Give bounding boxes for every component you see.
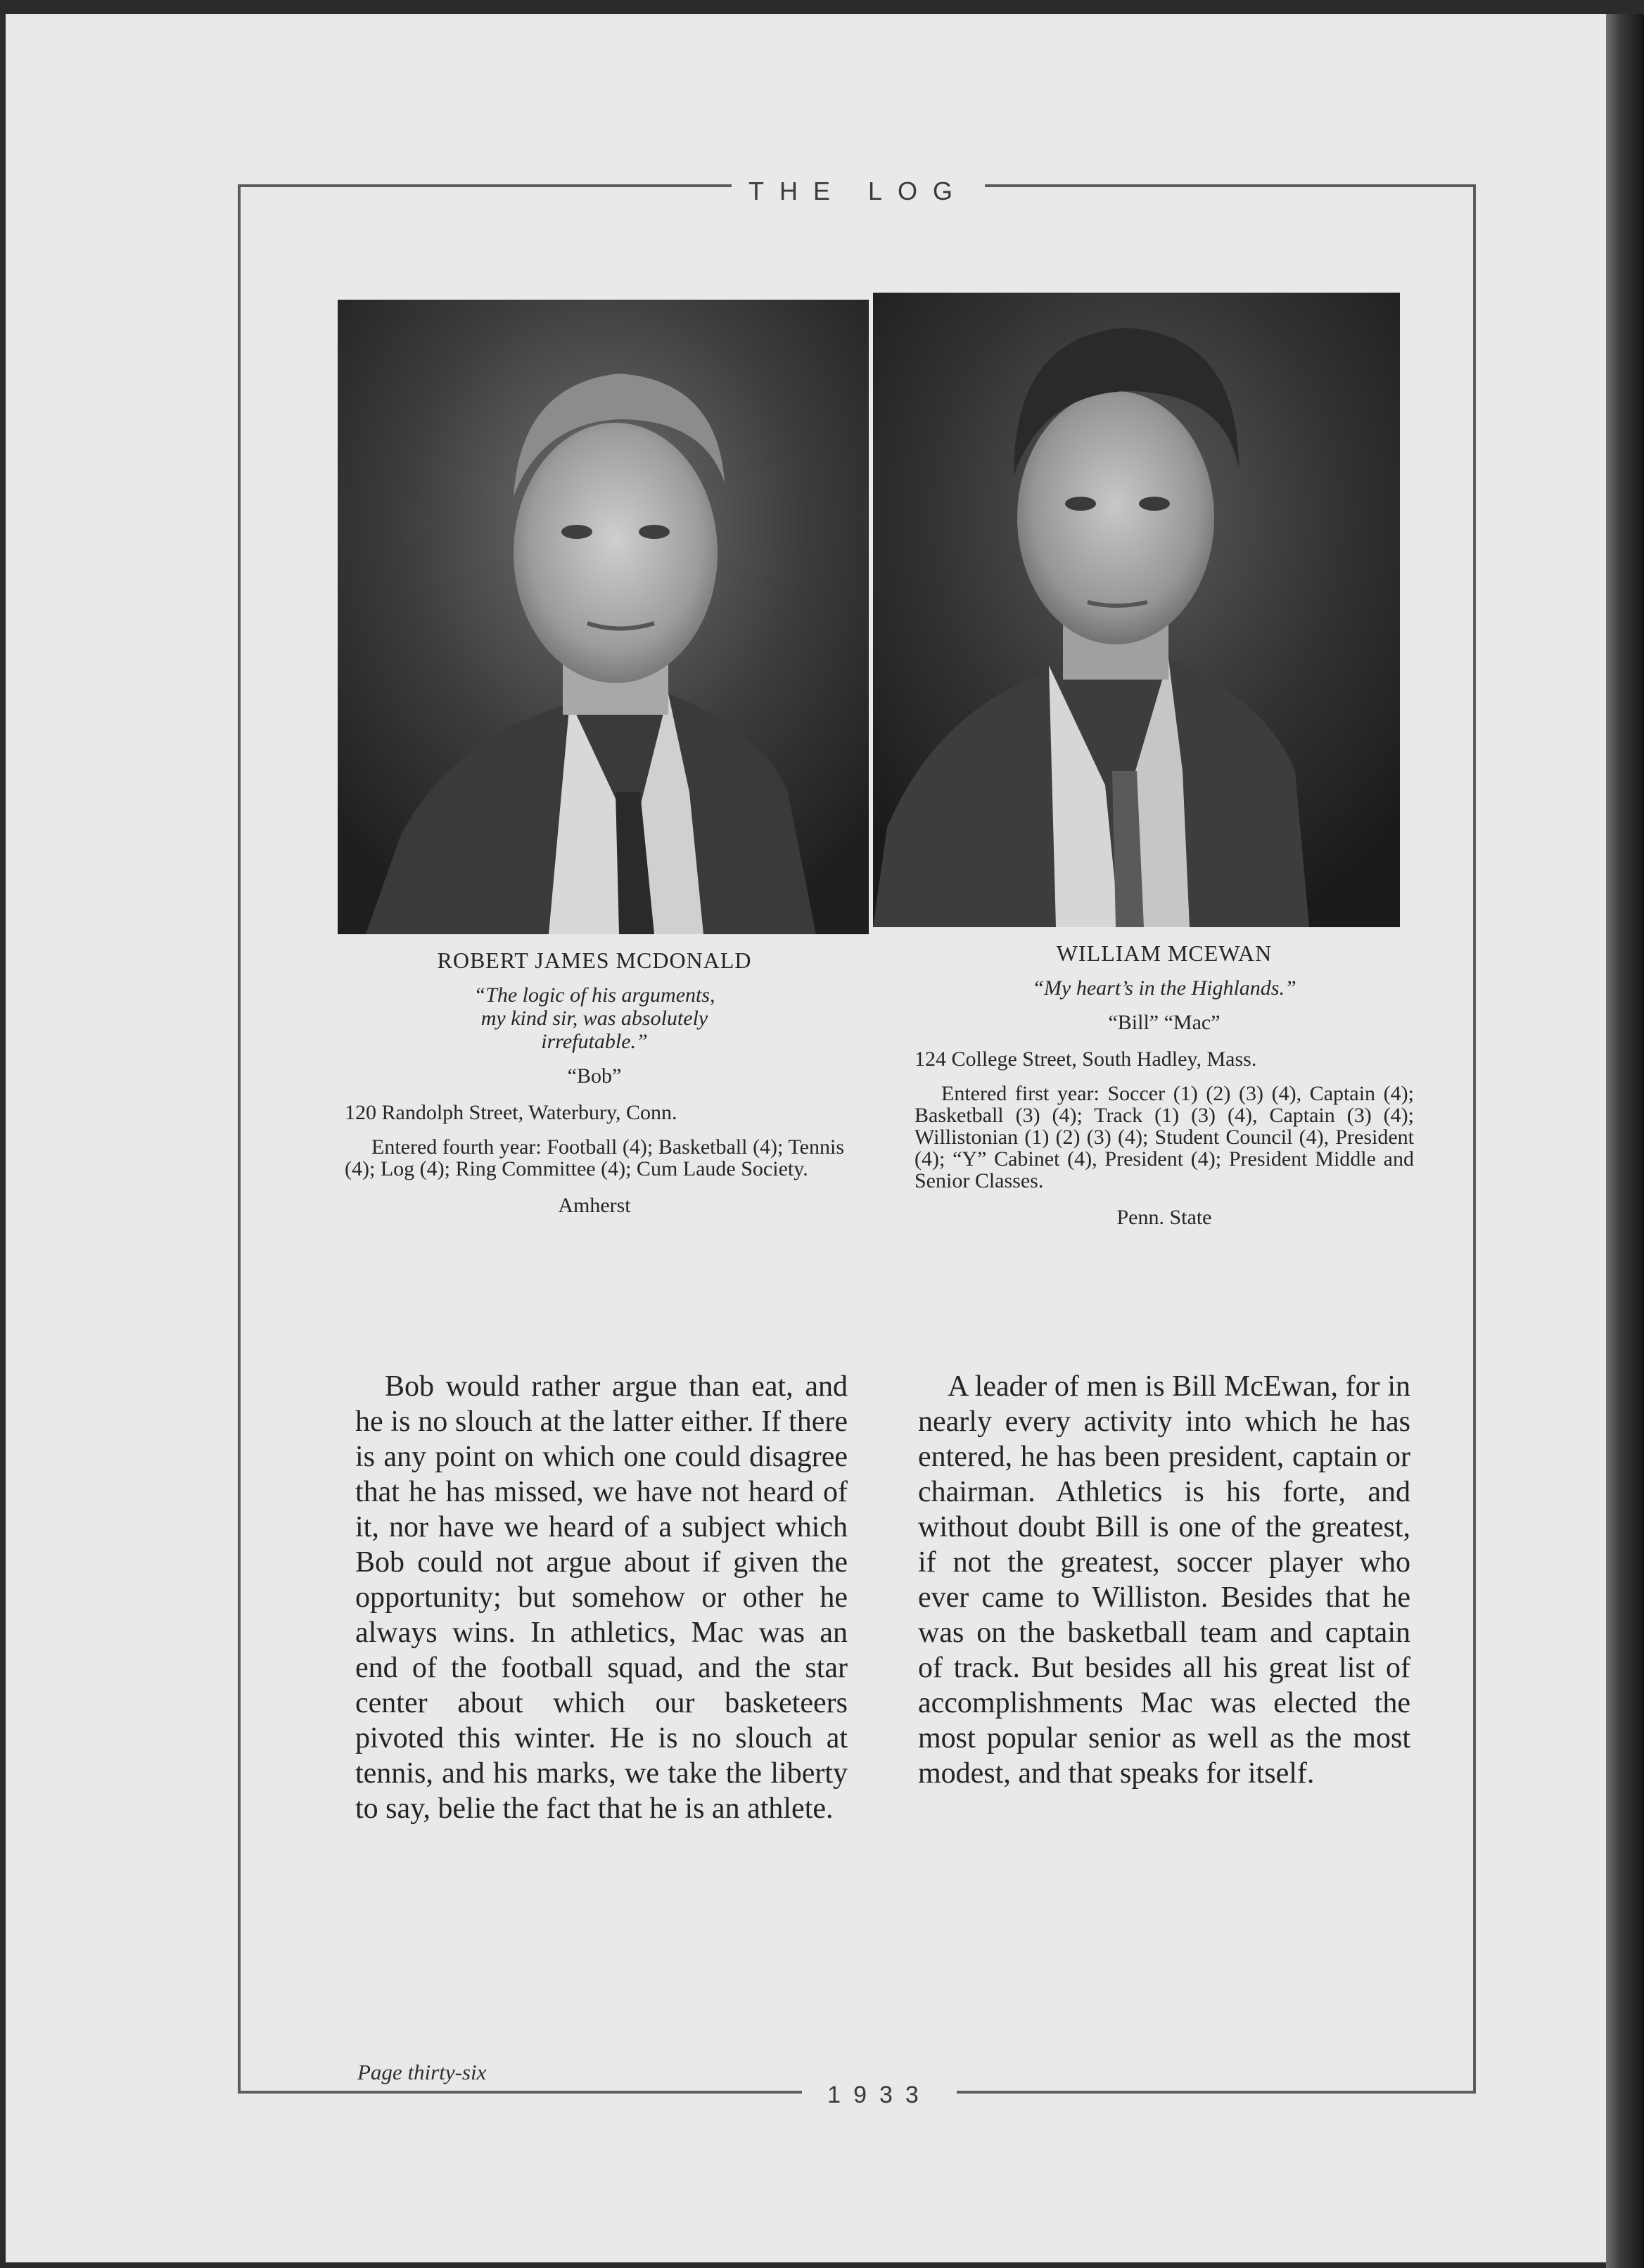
- senior-college: Amherst: [558, 1194, 631, 1217]
- essay-paragraph: A leader of men is Bill McEwan, for in nearly every activity into which he has entered, he has been president, captain or chairman. Athletics is his forte, and without doubt Bill is one of the greatest, if not the greatest, soccer player who ever came to Williston. Besides that he was on the basketball team and captain of track. But besides all his great list of accomplishments Mac was elected the most popular senior as well as the most modest, and that speaks for itself.: [918, 1370, 1410, 1790]
- essay-left: [355, 1369, 848, 1826]
- book-spine: [1606, 14, 1644, 2268]
- senior-nickname: “Bill” “Mac”: [1108, 1011, 1221, 1034]
- senior-college: Penn. State: [1116, 1206, 1212, 1229]
- senior-bio-right: [915, 941, 1414, 1230]
- senior-address: 124 College Street, South Hadley, Mass.: [915, 1047, 1257, 1071]
- senior-motto: “My heart’s in the Highlands.”: [1032, 976, 1296, 1000]
- portrait-right: [873, 293, 1400, 927]
- senior-record: Entered first year: Soccer (1) (2) (3) (4), Captain (4); Basketball (3) (4); Track (1) (3) (4), Captain (3) (4); Willistonian (1) (2) (3) (4); Student Council (4), President (4); “Y” Cabinet (4), President (4); President Middle and Senior Classes.: [915, 1082, 1414, 1192]
- senior-record: Entered fourth year: Football (4); Basketball (4); Tennis (4); Log (4); Ring Committee (4); Cum Laude Society.: [345, 1135, 844, 1180]
- senior-nickname: “Bob”: [567, 1064, 622, 1088]
- senior-motto: “The logic of his arguments, my kind sir, was absolutely irrefutable.”: [473, 983, 715, 1053]
- footer-year: 1933: [802, 2082, 957, 2108]
- essay-right: [918, 1369, 1410, 1791]
- senior-bio-left: [345, 948, 844, 1218]
- senior-name: ROBERT JAMES MCDONALD: [437, 948, 752, 973]
- senior-name: WILLIAM MCEWAN: [1056, 941, 1273, 966]
- running-header: THE LOG: [732, 177, 985, 205]
- portrait-left: [338, 300, 869, 934]
- page-number: Page thirty-six: [357, 2060, 487, 2084]
- essay-paragraph: Bob would rather argue than eat, and he is no slouch at the latter either. If there is any point on which one could disagree that he has missed, we have not heard of it, nor have we heard of a subject which Bob could not argue about if given the opportunity; but somehow or other he always wins. In athletics, Mac was an end of the football squad, and the star center about which our basketeers pivoted this winter. He is no slouch at tennis, and his marks, we take the liberty to say, belie the fact that he is an athlete.: [355, 1370, 848, 1825]
- senior-address: 120 Randolph Street, Waterbury, Conn.: [345, 1101, 677, 1124]
